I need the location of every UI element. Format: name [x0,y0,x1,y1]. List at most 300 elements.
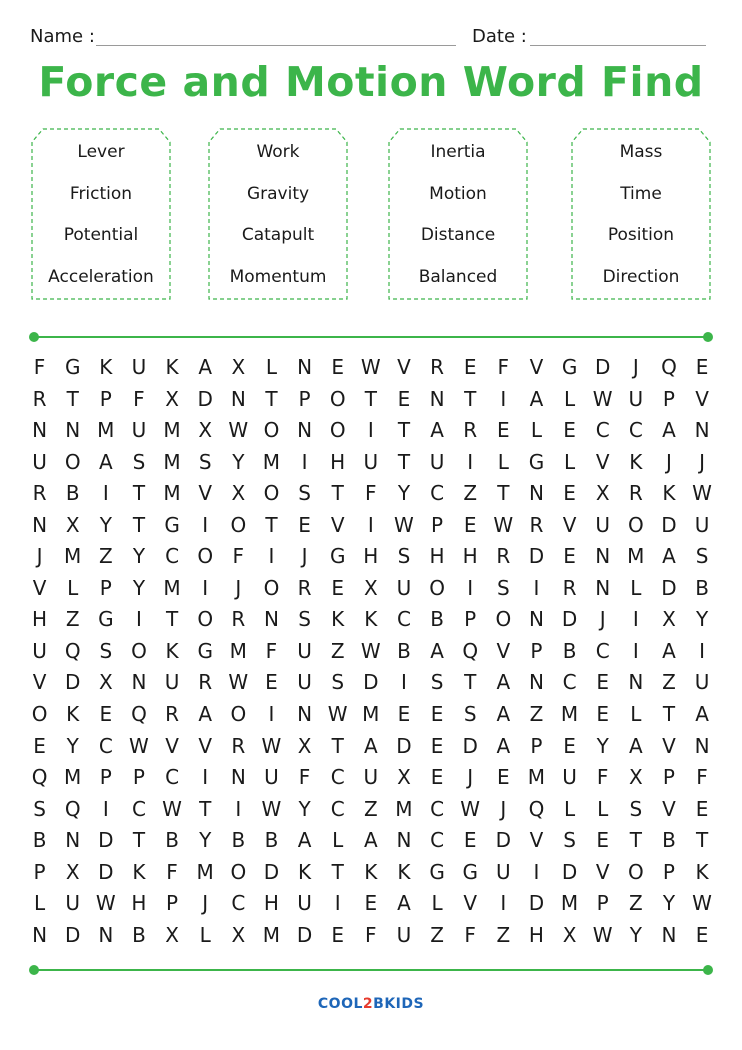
grid-letter[interactable]: P [298,386,311,411]
grid-letter[interactable]: D [661,512,677,537]
grid-letter[interactable]: I [500,891,507,916]
grid-letter[interactable]: X [165,922,179,947]
grid-letter[interactable]: Q [64,796,81,821]
grid-letter[interactable]: Z [65,607,80,632]
grid-letter[interactable]: E [563,418,576,443]
grid-letter[interactable]: L [265,355,278,379]
grid-letter[interactable]: T [132,512,146,537]
grid-letter[interactable]: J [665,449,672,474]
grid-letter[interactable]: V [595,449,610,474]
grid-letter[interactable]: U [164,670,180,695]
grid-letter[interactable]: Q [462,638,479,663]
grid-letter[interactable]: A [363,733,378,758]
grid-letter[interactable]: U [495,859,511,884]
grid-letter[interactable]: W [95,891,116,916]
grid-letter[interactable]: G [561,355,578,379]
grid-letter[interactable]: N [694,733,710,758]
grid-letter[interactable]: Y [199,828,212,853]
grid-letter[interactable]: V [662,796,676,821]
grid-letter[interactable]: F [298,765,311,790]
grid-letter[interactable]: U [32,449,47,474]
grid-letter[interactable]: P [464,607,477,632]
grid-letter[interactable]: R [231,733,246,758]
grid-letter[interactable]: H [462,544,478,569]
grid-letter[interactable]: N [528,481,544,506]
grid-letter[interactable]: S [132,449,146,474]
grid-letter[interactable]: A [496,670,511,695]
grid-letter[interactable]: E [496,418,510,443]
grid-letter[interactable]: U [264,765,279,790]
grid-letter[interactable]: J [500,796,507,821]
grid-letter[interactable]: N [628,670,644,695]
grid-letter[interactable]: U [396,575,412,600]
grid-letter[interactable]: P [662,386,675,411]
grid-letter[interactable]: K [165,355,179,379]
grid-letter[interactable]: Q [64,638,81,663]
grid-letter[interactable]: T [165,607,179,632]
grid-letter[interactable]: J [235,575,242,600]
grid-letter[interactable]: D [396,733,412,758]
grid-letter[interactable]: F [497,355,510,379]
grid-letter[interactable]: Y [629,922,642,947]
grid-letter[interactable]: X [595,481,610,506]
grid-letter[interactable]: D [64,922,81,947]
grid-letter[interactable]: T [265,386,278,411]
grid-letter[interactable]: T [662,702,676,727]
grid-letter[interactable]: L [630,575,642,600]
grid-letter[interactable]: E [33,733,46,758]
grid-letter[interactable]: S [397,544,411,569]
grid-letter[interactable]: Y [397,481,411,506]
grid-letter[interactable]: N [396,828,412,853]
grid-letter[interactable]: E [496,765,510,790]
grid-letter[interactable]: S [99,638,113,663]
grid-letter[interactable]: O [329,418,346,443]
grid-letter[interactable]: R [231,607,246,632]
grid-letter[interactable]: N [661,922,677,947]
grid-letter[interactable]: D [561,859,578,884]
grid-letter[interactable]: L [563,796,576,821]
grid-letter[interactable]: A [662,544,676,569]
grid-letter[interactable]: F [365,481,377,506]
grid-letter[interactable]: W [162,796,182,821]
grid-letter[interactable]: C [231,891,246,916]
grid-letter[interactable]: R [496,544,511,569]
name-field[interactable] [96,45,456,46]
grid-letter[interactable]: Q [528,796,545,821]
grid-letter[interactable]: V [198,733,213,758]
grid-letter[interactable]: K [66,702,80,727]
grid-letter[interactable]: U [694,512,710,537]
grid-letter[interactable]: A [496,702,511,727]
grid-letter[interactable]: X [297,733,312,758]
grid-letter[interactable]: V [529,828,544,853]
grid-letter[interactable]: X [397,765,411,790]
grid-letter[interactable]: E [695,355,709,379]
grid-letter[interactable]: L [431,891,443,916]
grid-letter[interactable]: B [397,638,411,663]
grid-letter[interactable]: O [627,859,644,884]
grid-letter[interactable]: K [364,607,378,632]
grid-letter[interactable]: L [33,891,46,916]
grid-letter[interactable]: U [297,891,312,916]
grid-letter[interactable]: T [497,481,510,506]
grid-letter[interactable]: X [231,481,246,506]
grid-letter[interactable]: U [297,638,312,663]
grid-letter[interactable]: C [131,796,146,821]
grid-letter[interactable]: U [396,922,412,947]
grid-letter[interactable]: T [132,828,146,853]
grid-letter[interactable]: A [695,702,709,727]
grid-letter[interactable]: I [467,449,474,474]
grid-letter[interactable]: X [628,765,643,790]
grid-letter[interactable]: J [202,891,209,916]
grid-letter[interactable]: T [695,828,709,853]
grid-letter[interactable]: Y [132,575,146,600]
grid-letter[interactable]: D [363,670,379,695]
grid-letter[interactable]: G [462,859,478,884]
grid-letter[interactable]: N [595,575,611,600]
grid-letter[interactable]: C [396,607,411,632]
grid-letter[interactable]: R [165,702,180,727]
grid-letter[interactable]: W [692,481,712,506]
grid-letter[interactable]: M [97,418,115,443]
grid-letter[interactable]: C [165,544,180,569]
grid-letter[interactable]: X [65,859,80,884]
grid-letter[interactable]: J [301,544,308,569]
grid-letter[interactable]: I [202,765,209,790]
grid-letter[interactable]: J [36,544,43,569]
grid-letter[interactable]: B [264,828,279,853]
grid-letter[interactable]: A [198,702,213,727]
grid-letter[interactable]: H [429,544,445,569]
grid-letter[interactable]: G [429,859,445,884]
grid-letter[interactable]: S [563,828,576,853]
grid-letter[interactable]: L [563,386,576,411]
grid-letter[interactable]: I [102,796,109,821]
grid-letter[interactable]: A [662,638,676,663]
grid-letter[interactable]: I [235,796,242,821]
grid-letter[interactable]: A [297,828,312,853]
grid-letter[interactable]: D [661,575,677,600]
grid-letter[interactable]: N [595,544,611,569]
grid-letter[interactable]: E [331,575,344,600]
grid-letter[interactable]: N [297,418,313,443]
grid-letter[interactable]: N [297,355,313,379]
grid-letter[interactable]: F [133,386,145,411]
grid-letter[interactable]: K [331,607,345,632]
grid-letter[interactable]: R [628,481,643,506]
grid-letter[interactable]: V [397,355,411,379]
grid-letter[interactable]: I [699,638,706,663]
grid-letter[interactable]: X [98,670,113,695]
grid-letter[interactable]: I [202,575,209,600]
grid-letter[interactable]: W [592,922,613,947]
grid-letter[interactable]: V [198,481,213,506]
grid-letter[interactable]: O [429,575,445,600]
grid-letter[interactable]: N [65,828,81,853]
grid-letter[interactable]: B [65,481,80,506]
grid-letter[interactable]: S [629,796,643,821]
grid-letter[interactable]: K [99,355,113,379]
grid-letter[interactable]: H [131,891,147,916]
grid-letter[interactable]: O [230,512,247,537]
grid-letter[interactable]: L [630,702,642,727]
grid-letter[interactable]: W [228,670,249,695]
grid-letter[interactable]: E [397,702,411,727]
grid-letter[interactable]: J [699,449,706,474]
grid-letter[interactable]: T [199,796,212,821]
grid-letter[interactable]: T [464,386,477,411]
grid-letter[interactable]: G [98,607,114,632]
grid-letter[interactable]: C [430,796,445,821]
grid-letter[interactable]: F [464,922,476,947]
grid-letter[interactable]: C [595,418,610,443]
grid-letter[interactable]: T [331,733,344,758]
grid-letter[interactable]: B [662,828,676,853]
grid-letter[interactable]: W [460,796,481,821]
grid-letter[interactable]: F [166,859,178,884]
grid-letter[interactable]: A [529,386,544,411]
grid-letter[interactable]: O [230,702,247,727]
grid-letter[interactable]: I [268,702,275,727]
grid-letter[interactable]: X [198,418,213,443]
grid-letter[interactable]: P [99,386,112,411]
grid-letter[interactable]: E [563,481,576,506]
grid-letter[interactable]: I [268,544,275,569]
grid-letter[interactable]: K [364,859,378,884]
grid-letter[interactable]: Z [363,796,378,821]
grid-letter[interactable]: B [695,575,709,600]
grid-letter[interactable]: Z [529,702,544,727]
grid-letter[interactable]: M [229,638,247,663]
grid-letter[interactable]: U [32,638,47,663]
grid-letter[interactable]: I [202,512,209,537]
grid-letter[interactable]: X [65,512,80,537]
grid-letter[interactable]: S [33,796,46,821]
grid-letter[interactable]: A [496,733,511,758]
grid-letter[interactable]: C [98,733,113,758]
grid-letter[interactable]: O [627,512,644,537]
grid-letter[interactable]: V [330,512,345,537]
grid-letter[interactable]: E [596,828,609,853]
grid-letter[interactable]: S [298,607,311,632]
grid-letter[interactable]: H [330,449,346,474]
grid-letter[interactable]: O [197,544,214,569]
grid-letter[interactable]: R [297,575,312,600]
grid-letter[interactable]: C [330,796,345,821]
grid-letter[interactable]: I [533,575,540,600]
grid-letter[interactable]: J [632,355,639,379]
grid-letter[interactable]: X [363,575,378,600]
grid-letter[interactable]: E [563,544,576,569]
grid-letter[interactable]: J [599,607,606,632]
grid-letter[interactable]: H [363,544,379,569]
grid-letter[interactable]: L [67,575,79,600]
grid-letter[interactable]: N [263,607,279,632]
grid-letter[interactable]: J [467,765,474,790]
grid-letter[interactable]: P [530,638,543,663]
grid-letter[interactable]: N [32,922,48,947]
grid-letter[interactable]: R [32,386,47,411]
grid-letter[interactable]: D [462,733,478,758]
grid-letter[interactable]: M [395,796,413,821]
grid-letter[interactable]: C [595,638,610,663]
grid-letter[interactable]: O [31,702,48,727]
grid-letter[interactable]: A [397,891,411,916]
grid-letter[interactable]: N [131,670,147,695]
grid-letter[interactable]: F [596,765,609,790]
grid-letter[interactable]: E [430,702,444,727]
grid-letter[interactable]: M [163,481,181,506]
grid-letter[interactable]: L [497,449,509,474]
grid-letter[interactable]: U [363,449,379,474]
grid-letter[interactable]: D [528,544,545,569]
grid-letter[interactable]: H [528,922,544,947]
grid-letter[interactable]: N [297,702,313,727]
grid-letter[interactable]: N [429,386,445,411]
grid-letter[interactable]: A [363,828,378,853]
grid-letter[interactable]: Q [661,355,677,379]
grid-letter[interactable]: T [464,670,477,695]
grid-letter[interactable]: I [301,449,308,474]
grid-letter[interactable]: E [298,512,311,537]
grid-letter[interactable]: U [363,765,379,790]
grid-letter[interactable]: E [265,670,278,695]
grid-letter[interactable]: W [692,891,712,916]
grid-letter[interactable]: K [695,859,709,884]
grid-letter[interactable]: W [261,733,282,758]
grid-letter[interactable]: M [262,922,281,947]
grid-letter[interactable]: W [261,796,282,821]
grid-letter[interactable]: M [64,765,82,790]
grid-letter[interactable]: E [463,512,477,537]
grid-letter[interactable]: P [99,575,112,600]
grid-letter[interactable]: Y [232,449,245,474]
grid-letter[interactable]: Y [99,512,112,537]
grid-letter[interactable]: R [198,670,213,695]
grid-letter[interactable]: L [597,796,609,821]
grid-letter[interactable]: L [199,922,211,947]
grid-letter[interactable]: O [495,607,512,632]
grid-letter[interactable]: M [262,449,281,474]
grid-letter[interactable]: O [329,386,346,411]
grid-letter[interactable]: A [430,638,444,663]
grid-letter[interactable]: B [430,607,444,632]
grid-letter[interactable]: M [163,418,181,443]
grid-letter[interactable]: G [329,544,346,569]
grid-letter[interactable]: K [165,638,179,663]
grid-letter[interactable]: P [662,859,675,884]
grid-letter[interactable]: M [64,544,82,569]
grid-letter[interactable]: D [528,891,545,916]
grid-letter[interactable]: P [99,765,112,790]
grid-letter[interactable]: T [397,418,411,443]
grid-letter[interactable]: I [102,481,109,506]
grid-letter[interactable]: R [529,512,544,537]
grid-letter[interactable]: E [99,702,113,727]
grid-letter[interactable]: D [561,607,578,632]
grid-letter[interactable]: V [562,512,577,537]
grid-letter[interactable]: E [563,733,576,758]
grid-letter[interactable]: E [463,355,477,379]
grid-letter[interactable]: S [463,702,477,727]
grid-letter[interactable]: E [364,891,378,916]
grid-letter[interactable]: I [400,670,407,695]
grid-letter[interactable]: E [430,765,444,790]
grid-letter[interactable]: V [32,670,47,695]
grid-letter[interactable]: P [431,512,444,537]
grid-letter[interactable]: P [166,891,179,916]
grid-letter[interactable]: N [65,418,81,443]
grid-letter[interactable]: N [98,922,114,947]
grid-letter[interactable]: Z [98,544,113,569]
grid-letter[interactable]: S [430,670,444,695]
grid-letter[interactable]: T [66,386,79,411]
grid-letter[interactable]: Y [695,607,709,632]
grid-letter[interactable]: X [231,355,246,379]
grid-letter[interactable]: L [332,828,344,853]
grid-letter[interactable]: T [629,828,642,853]
grid-letter[interactable]: C [330,765,345,790]
grid-letter[interactable]: R [562,575,577,600]
grid-letter[interactable]: T [265,512,278,537]
grid-letter[interactable]: X [562,922,577,947]
grid-letter[interactable]: E [596,670,609,695]
grid-letter[interactable]: E [397,386,411,411]
grid-letter[interactable]: F [365,922,377,947]
grid-letter[interactable]: N [528,607,544,632]
grid-letter[interactable]: U [297,670,312,695]
grid-letter[interactable]: X [231,922,246,947]
grid-letter[interactable]: A [628,733,643,758]
grid-letter[interactable]: W [129,733,149,758]
grid-letter[interactable]: W [394,512,414,537]
grid-letter[interactable]: N [230,765,246,790]
grid-letter[interactable]: M [627,544,645,569]
grid-letter[interactable]: N [32,512,48,537]
grid-letter[interactable]: P [530,733,543,758]
grid-letter[interactable]: L [563,449,576,474]
grid-letter[interactable]: D [296,922,313,947]
grid-letter[interactable]: Q [31,765,48,790]
grid-letter[interactable]: P [33,859,46,884]
grid-letter[interactable]: R [463,418,478,443]
date-field[interactable] [530,45,706,46]
grid-letter[interactable]: K [298,859,312,884]
grid-letter[interactable]: A [98,449,113,474]
grid-letter[interactable]: V [32,575,47,600]
grid-letter[interactable]: I [367,512,374,537]
grid-letter[interactable]: Z [662,670,676,695]
grid-letter[interactable]: O [263,418,280,443]
grid-letter[interactable]: P [132,765,145,790]
grid-letter[interactable]: U [131,418,147,443]
grid-letter[interactable]: B [231,828,246,853]
grid-letter[interactable]: E [463,828,477,853]
grid-letter[interactable]: C [430,481,445,506]
grid-letter[interactable]: F [232,544,245,569]
grid-letter[interactable]: M [163,449,181,474]
grid-letter[interactable]: G [528,449,545,474]
grid-letter[interactable]: B [132,922,146,947]
grid-letter[interactable]: Y [596,733,609,758]
grid-letter[interactable]: R [430,355,445,379]
grid-letter[interactable]: K [662,481,676,506]
grid-letter[interactable]: W [592,386,613,411]
grid-letter[interactable]: I [632,607,639,632]
grid-letter[interactable]: O [64,449,81,474]
